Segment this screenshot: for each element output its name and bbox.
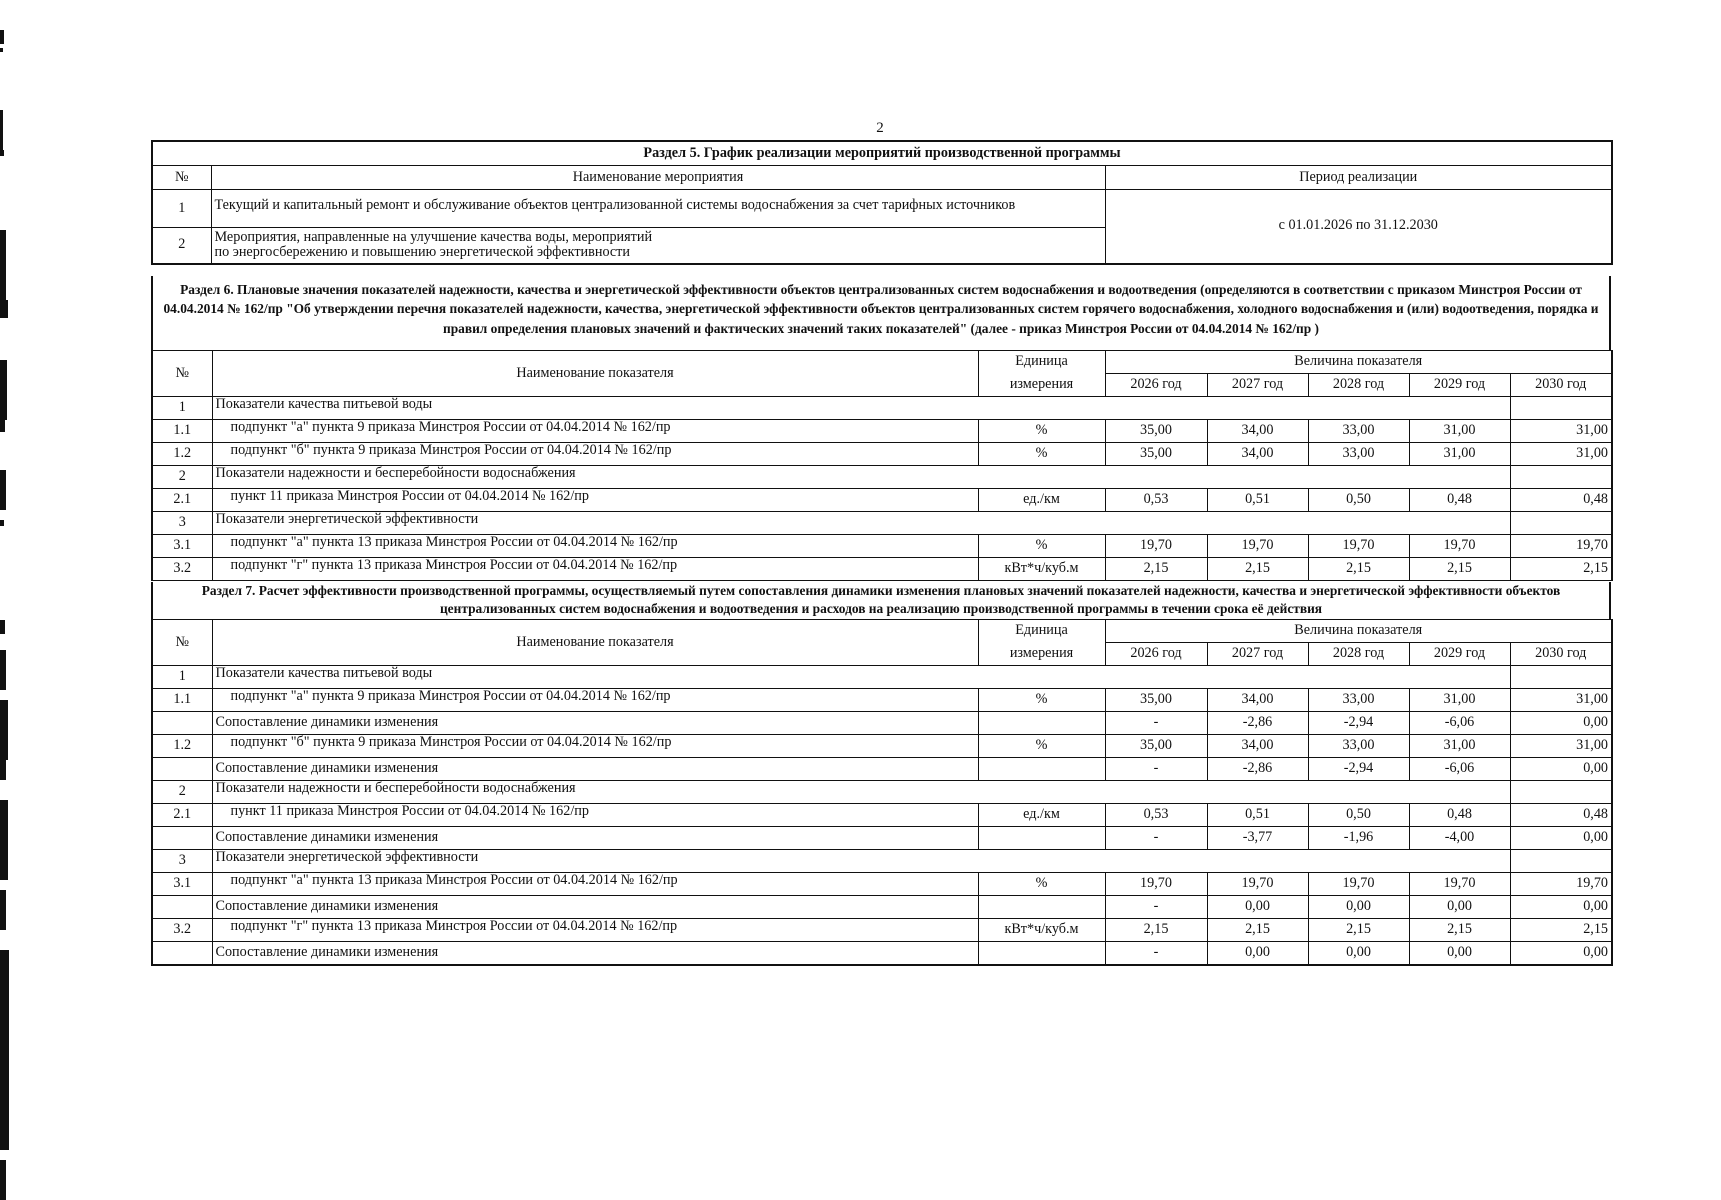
value-2030 — [1510, 850, 1612, 873]
table-row — [152, 666, 1612, 689]
unit-cell — [978, 712, 1105, 735]
section7-table — [151, 619, 1613, 966]
indicator-name: подпункт "г" пункта 13 приказа Минстроя России от 04.04.2014 № 162/пр — [212, 558, 978, 581]
value-2030: 0,00 — [1510, 942, 1612, 966]
col-period-header: Период реализации — [1105, 166, 1612, 190]
value-2028: 2,15 — [1308, 919, 1409, 942]
year-2029-header: 2029 год — [1409, 643, 1510, 666]
table-row — [152, 942, 1612, 966]
value-2030 — [1510, 781, 1612, 804]
col-no-header: № — [152, 620, 212, 666]
year-2029-header: 2029 год — [1409, 374, 1510, 397]
table-row — [152, 850, 1612, 873]
indicator-name: подпункт "а" пункта 9 приказа Минстроя России от 04.04.2014 № 162/пр — [212, 689, 978, 712]
unit-cell — [978, 827, 1105, 850]
indicator-name: подпункт "б" пункта 9 приказа Минстроя России от 04.04.2014 № 162/пр — [212, 735, 978, 758]
year-2026-header: 2026 год — [1105, 643, 1207, 666]
value-2027: -2,86 — [1207, 712, 1308, 735]
row-number: 1 — [152, 666, 212, 689]
row-number: 1.1 — [152, 420, 212, 443]
value-2026: - — [1105, 758, 1207, 781]
value-2030 — [1510, 397, 1612, 420]
group-name: Показатели надежности и бесперебойности водоснабжения — [212, 781, 1510, 804]
value-2028: -2,94 — [1308, 712, 1409, 735]
group-name: Показатели энергетической эффективности — [212, 850, 1510, 873]
scan-edge-marks — [0, 0, 12, 1200]
value-2029: 2,15 — [1409, 919, 1510, 942]
col-unit-header-line1: Единица — [978, 351, 1105, 374]
value-2029: -6,06 — [1409, 758, 1510, 781]
value-2026: - — [1105, 712, 1207, 735]
page-number: 2 — [876, 120, 884, 136]
year-2030-header: 2030 год — [1510, 643, 1612, 666]
indicator-name: подпункт "г" пункта 13 приказа Минстроя России от 04.04.2014 № 162/пр — [212, 919, 978, 942]
row-number: 3.2 — [152, 558, 212, 581]
row-number: 1.1 — [152, 689, 212, 712]
activity-name-line2: по энергосбережению и повышению энергетической эффективности — [214, 244, 630, 261]
value-2026: 35,00 — [1105, 443, 1207, 466]
row-number — [152, 712, 212, 735]
table-row — [152, 512, 1612, 535]
row-number: 3.1 — [152, 873, 212, 896]
indicator-name: подпункт "а" пункта 13 приказа Минстроя России от 04.04.2014 № 162/пр — [212, 535, 978, 558]
table-row — [152, 873, 1612, 896]
col-unit-header-line2: измерения — [978, 643, 1105, 666]
unit-cell: % — [978, 420, 1105, 443]
col-no-header: № — [152, 166, 211, 190]
col-no-header: № — [152, 351, 212, 397]
value-2028: 0,00 — [1308, 896, 1409, 919]
section5-title: Раздел 5. График реализации мероприятий производственной программы — [152, 141, 1612, 166]
row-number: 3 — [152, 850, 212, 873]
value-2027: 2,15 — [1207, 558, 1308, 581]
comparison-label: Сопоставление динамики изменения — [212, 896, 978, 919]
row-number: 2 — [152, 466, 212, 489]
year-2027-header: 2027 год — [1207, 643, 1308, 666]
value-2029: 2,15 — [1409, 558, 1510, 581]
value-2030 — [1510, 512, 1612, 535]
activity-name — [211, 228, 1105, 264]
table-row — [152, 758, 1612, 781]
table-row — [152, 804, 1612, 827]
row-number: 1 — [152, 190, 211, 228]
value-2030: 0,00 — [1510, 827, 1612, 850]
group-name: Показатели качества питьевой воды — [212, 666, 1510, 689]
value-2027: 0,00 — [1207, 942, 1308, 966]
row-number: 3.1 — [152, 535, 212, 558]
section6-rows — [152, 397, 1612, 581]
section6-table — [151, 350, 1613, 581]
value-2030: 0,00 — [1510, 758, 1612, 781]
col-unit-header-line2: измерения — [978, 374, 1105, 397]
value-2026: - — [1105, 896, 1207, 919]
value-2029: 0,48 — [1409, 489, 1510, 512]
section5-table — [151, 140, 1613, 265]
row-number: 1.2 — [152, 735, 212, 758]
row-number: 1.2 — [152, 443, 212, 466]
comparison-label: Сопоставление динамики изменения — [212, 758, 978, 781]
unit-cell: % — [978, 735, 1105, 758]
unit-cell: % — [978, 443, 1105, 466]
value-2026: 19,70 — [1105, 535, 1207, 558]
period-value: с 01.01.2026 по 31.12.2030 — [1105, 190, 1612, 264]
value-2028: -1,96 — [1308, 827, 1409, 850]
section6-title: Раздел 6. Плановые значения показателей надежности, качества и энергетической эффективности объектов централизованных систем водоснабжения и водоотведения (определяются в соответствии с приказом Минстроя России от 04.04.2014 № 162/пр "Об утверждении перечня показателей надежности, качества, энергетической эффективности объектов централизованных систем горячего водоснабжения, холодного водоснабжения и (или) водоотведения, порядка и правил определения плановых значений и фактических значений таких показателей" (далее - приказ Минстроя России от 04.04.2014 № 162/пр ) — [151, 276, 1611, 350]
value-2030: 31,00 — [1510, 443, 1612, 466]
value-2030: 19,70 — [1510, 873, 1612, 896]
table-row — [152, 712, 1612, 735]
year-2028-header: 2028 год — [1308, 643, 1409, 666]
value-2029: 31,00 — [1409, 420, 1510, 443]
value-2026: 35,00 — [1105, 689, 1207, 712]
row-number: 2.1 — [152, 489, 212, 512]
col-value-header: Величина показателя — [1105, 351, 1612, 374]
value-2029: -6,06 — [1409, 712, 1510, 735]
value-2027: 34,00 — [1207, 689, 1308, 712]
section7-title: Раздел 7. Расчет эффективности производственной программы, осуществляемый путем сопоставления динамики изменения плановых значений показателей надежности, качества и энергетической эффективности объектов централизованных систем водоснабжения и водоотведения и расходов на реализацию производственной программы в течении срока её действия — [151, 582, 1611, 619]
value-2027: 34,00 — [1207, 420, 1308, 443]
unit-cell — [978, 758, 1105, 781]
value-2026: - — [1105, 942, 1207, 966]
value-2029: 31,00 — [1409, 443, 1510, 466]
row-number: 2.1 — [152, 804, 212, 827]
unit-cell — [978, 896, 1105, 919]
col-value-header: Величина показателя — [1105, 620, 1612, 643]
row-number — [152, 758, 212, 781]
indicator-name: подпункт "а" пункта 9 приказа Минстроя России от 04.04.2014 № 162/пр — [212, 420, 978, 443]
value-2028: 33,00 — [1308, 420, 1409, 443]
indicator-name: пункт 11 приказа Минстроя России от 04.04.2014 № 162/пр — [212, 489, 978, 512]
value-2029: 19,70 — [1409, 873, 1510, 896]
unit-cell: % — [978, 535, 1105, 558]
value-2029: -4,00 — [1409, 827, 1510, 850]
table-row — [152, 735, 1612, 758]
value-2026: - — [1105, 827, 1207, 850]
col-activity-header: Наименование мероприятия — [211, 166, 1105, 190]
value-2027: 2,15 — [1207, 919, 1308, 942]
value-2026: 35,00 — [1105, 420, 1207, 443]
comparison-label: Сопоставление динамики изменения — [212, 827, 978, 850]
table-row — [152, 827, 1612, 850]
value-2028: 33,00 — [1308, 689, 1409, 712]
value-2030: 31,00 — [1510, 420, 1612, 443]
value-2029: 31,00 — [1409, 735, 1510, 758]
value-2029: 0,48 — [1409, 804, 1510, 827]
value-2028: 2,15 — [1308, 558, 1409, 581]
unit-cell: кВт*ч/куб.м — [978, 919, 1105, 942]
table-row — [152, 558, 1612, 581]
value-2028: 0,50 — [1308, 804, 1409, 827]
value-2029: 0,00 — [1409, 942, 1510, 966]
group-name: Показатели качества питьевой воды — [212, 397, 1510, 420]
unit-cell: % — [978, 689, 1105, 712]
value-2028: 0,00 — [1308, 942, 1409, 966]
unit-cell — [978, 942, 1105, 966]
value-2027: 0,00 — [1207, 896, 1308, 919]
table-row — [152, 781, 1612, 804]
group-name: Показатели энергетической эффективности — [212, 512, 1510, 535]
value-2028: 33,00 — [1308, 443, 1409, 466]
value-2029: 31,00 — [1409, 689, 1510, 712]
value-2030: 2,15 — [1510, 919, 1612, 942]
value-2027: 19,70 — [1207, 873, 1308, 896]
row-number: 2 — [152, 781, 212, 804]
value-2026: 2,15 — [1105, 558, 1207, 581]
value-2028: 19,70 — [1308, 873, 1409, 896]
year-2027-header: 2027 год — [1207, 374, 1308, 397]
value-2028: -2,94 — [1308, 758, 1409, 781]
table-row — [152, 397, 1612, 420]
value-2026: 2,15 — [1105, 919, 1207, 942]
table-row — [152, 443, 1612, 466]
value-2028: 33,00 — [1308, 735, 1409, 758]
value-2026: 19,70 — [1105, 873, 1207, 896]
value-2030: 0,48 — [1510, 489, 1612, 512]
comparison-label: Сопоставление динамики изменения — [212, 712, 978, 735]
unit-cell: ед./км — [978, 804, 1105, 827]
section7-rows — [152, 666, 1612, 966]
value-2027: 0,51 — [1207, 804, 1308, 827]
value-2030: 0,00 — [1510, 896, 1612, 919]
row-number: 2 — [152, 228, 211, 264]
table-row — [152, 896, 1612, 919]
indicator-name: пункт 11 приказа Минстроя России от 04.04.2014 № 162/пр — [212, 804, 978, 827]
value-2026: 35,00 — [1105, 735, 1207, 758]
value-2029: 19,70 — [1409, 535, 1510, 558]
indicator-name: подпункт "б" пункта 9 приказа Минстроя России от 04.04.2014 № 162/пр — [212, 443, 978, 466]
year-2028-header: 2028 год — [1308, 374, 1409, 397]
value-2028: 19,70 — [1308, 535, 1409, 558]
value-2029: 0,00 — [1409, 896, 1510, 919]
year-2026-header: 2026 год — [1105, 374, 1207, 397]
row-number: 3 — [152, 512, 212, 535]
table-row — [152, 689, 1612, 712]
value-2030: 31,00 — [1510, 689, 1612, 712]
value-2030: 31,00 — [1510, 735, 1612, 758]
row-number — [152, 827, 212, 850]
value-2030: 2,15 — [1510, 558, 1612, 581]
row-number — [152, 942, 212, 966]
group-name: Показатели надежности и бесперебойности водоснабжения — [212, 466, 1510, 489]
unit-cell: ед./км — [978, 489, 1105, 512]
value-2028: 0,50 — [1308, 489, 1409, 512]
activity-name-line1: Мероприятия, направленные на улучшение качества воды, мероприятий — [214, 228, 653, 245]
value-2027: 34,00 — [1207, 735, 1308, 758]
table-row — [152, 420, 1612, 443]
table-row — [152, 919, 1612, 942]
unit-cell: кВт*ч/куб.м — [978, 558, 1105, 581]
comparison-label: Сопоставление динамики изменения — [212, 942, 978, 966]
value-2026: 0,53 — [1105, 804, 1207, 827]
value-2027: -3,77 — [1207, 827, 1308, 850]
value-2030 — [1510, 466, 1612, 489]
col-unit-header-line1: Единица — [978, 620, 1105, 643]
value-2027: 0,51 — [1207, 489, 1308, 512]
value-2030 — [1510, 666, 1612, 689]
value-2027: -2,86 — [1207, 758, 1308, 781]
value-2027: 34,00 — [1207, 443, 1308, 466]
row-number: 1 — [152, 397, 212, 420]
value-2030: 0,00 — [1510, 712, 1612, 735]
row-number: 3.2 — [152, 919, 212, 942]
row-number — [152, 896, 212, 919]
col-indicator-header: Наименование показателя — [212, 620, 978, 666]
table-row — [152, 535, 1612, 558]
value-2026: 0,53 — [1105, 489, 1207, 512]
value-2030: 19,70 — [1510, 535, 1612, 558]
year-2030-header: 2030 год — [1510, 374, 1612, 397]
value-2030: 0,48 — [1510, 804, 1612, 827]
col-indicator-header: Наименование показателя — [212, 351, 978, 397]
unit-cell: % — [978, 873, 1105, 896]
table-row — [152, 466, 1612, 489]
table-row — [152, 489, 1612, 512]
activity-name: Текущий и капитальный ремонт и обслуживание объектов централизованной системы водоснабжения за счет тарифных источников — [211, 190, 1105, 228]
indicator-name: подпункт "а" пункта 13 приказа Минстроя России от 04.04.2014 № 162/пр — [212, 873, 978, 896]
value-2027: 19,70 — [1207, 535, 1308, 558]
